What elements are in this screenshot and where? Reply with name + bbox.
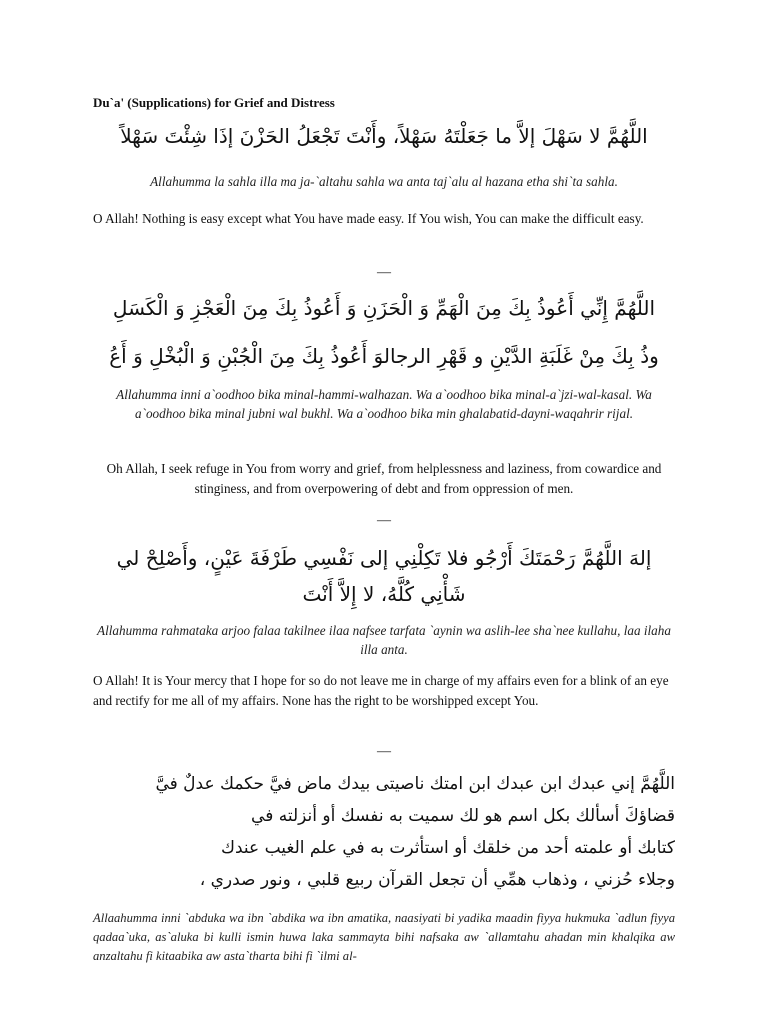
- document-title: Du`a' (Supplications) for Grief and Distress: [93, 95, 335, 110]
- dua-2-translation: Oh Allah, I seek refuge in You from worry and grief, from helplessness and laziness, from cowardice and stinginess, and from overpowering of debt and from oppression of men.: [106, 461, 662, 496]
- dua-2-arabic-line-1: اللَّهُمَّ إِنِّي أَعُوذُ بِكَ مِنَ الْهَمِّ وَ الْحَزَنِ وَ أَعُوذُ بِكَ مِنَ الْعَجْزِ وَ الْكَسَلِ: [112, 296, 656, 320]
- dua-2-transliteration: Allahumma inni a`oodhoo bika minal-hammi-walhazan. Wa a`oodhoo bika minal-a`jzi-wal-kasal. Wa a`oodhoo bika minal jubni wal bukhl. Wa a`oodhoo bika min ghalabatid-dayni-waqahrir rijal.: [116, 387, 652, 421]
- dua-1-arabic: اللَّهُمَّ لا سَهْلَ إلاَّ ما جَعَلْتَهُ سَهْلاً، وأَنْتَ تَجْعَلُ الحَزْنَ إذَا شِئْتَ سَهْلاً: [120, 124, 648, 148]
- dua-1-transliteration: Allahumma la sahla illa ma ja-`altahu sahla wa anta taj`alu al hazana etha shi`ta sahla.: [150, 174, 618, 189]
- dua-4-arabic-line-4: وجلاء حُزني ، وذهاب همِّي أن تجعل القرآن ربيع قلبي ، ونور صدري ،: [199, 870, 675, 890]
- separator: —: [377, 265, 391, 280]
- dua-2-arabic-line-2: وذُ بِكَ مِنْ غَلَبَةِ الدَّيْنِ و قَهْرِ الرجالوَ أَعُوذُ بِكَ مِنَ الْجُبْنِ وَ الْبُخْلِ وَ أَعُ: [109, 344, 659, 368]
- dua-3-translation: O Allah! It is Your mercy that I hope for so do not leave me in charge of my affairs even for a blink of an eye and rectify for me all of my affairs. None has the right to be worshipped except You.: [93, 673, 669, 708]
- dua-4-transliteration: Allaahumma inni `abduka wa ibn `abdika wa ibn amatika, naasiyati bi yadika maadin fiyya hukmuka `adlun fiyya qadaa`uka, as`aluka bi kulli ismin huwa laka sammayta bihi nafsaka aw `allamtahu ahadan min khalqika aw anzaltahu fi kitaabika aw asta`tharta bihi fi `ilmi al-: [93, 911, 675, 963]
- dua-4-arabic-line-3: كتابك أو علمته أحد من خلقك أو استأثرت به في علم الغيب عندك: [220, 838, 675, 858]
- dua-4-arabic-line-2: قضاؤكَ أسألك بكل اسم هو لك سميت به نفسك أو أنزلته في: [251, 806, 675, 826]
- dua-1-translation: O Allah! Nothing is easy except what You have made easy. If You wish, You can make the difficult easy.: [93, 211, 644, 226]
- separator: —: [377, 513, 391, 528]
- dua-3-transliteration: Allahumma rahmataka arjoo falaa takilnee ilaa nafsee tarfata `aynin wa aslih-lee sha`nee kullahu, laa ilaha illa anta.: [97, 623, 671, 657]
- dua-3-arabic: إلهَ اللَّهُمَّ رَحْمَتَكَ أَرْجُو فلا تَكِلْنِي إلى نَفْسِي طَرْفَةَ عَيْنٍ، وأَصْلِحْ لي شَأْنِي كُلَّهُ، لا إِلاَّ أَنْتَ: [116, 546, 652, 606]
- dua-4-arabic-line-1: اللَّهُمَّ إني عبدك ابن عبدك ابن امتك ناصيتى بيدك ماض فيَّ حكمك عدلٌ فيَّ: [155, 774, 675, 794]
- separator: —: [377, 744, 391, 759]
